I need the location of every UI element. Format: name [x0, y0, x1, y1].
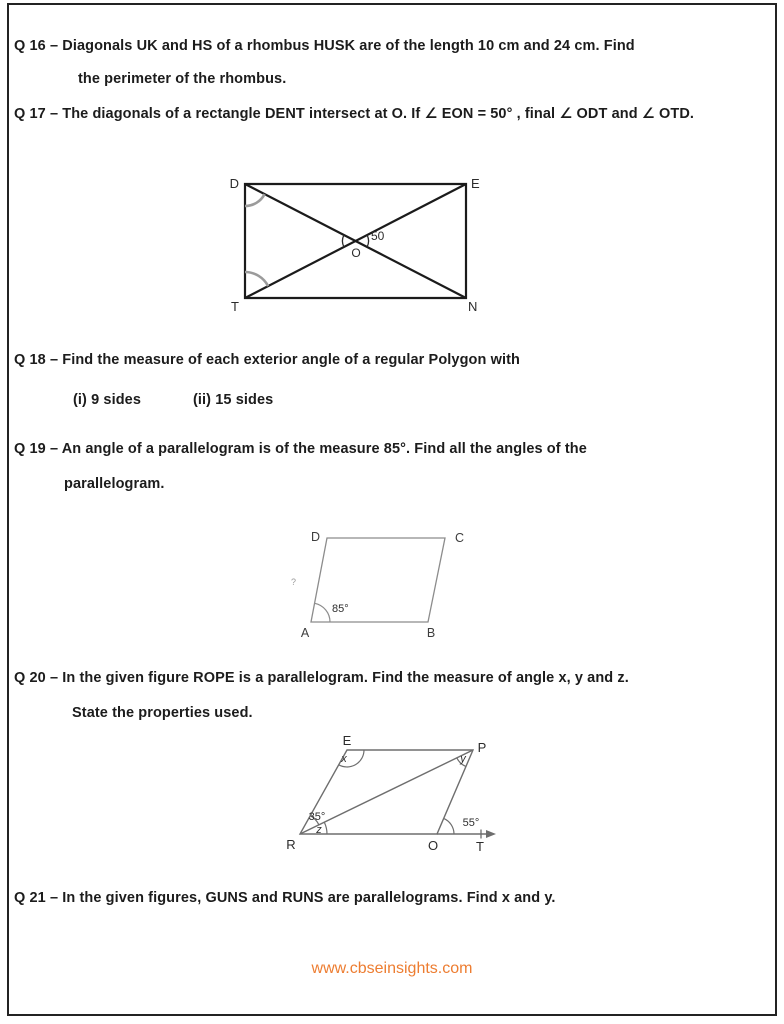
question-21-line1: Q 21 – In the given figures, GUNS and RUNS are parallelograms. Find x and y.: [14, 890, 556, 906]
angle-arc-o-55: [444, 818, 454, 834]
question-18-item-ii: (ii) 15 sides: [193, 392, 274, 408]
figure-parallelogram-abcd: [283, 515, 518, 645]
vertex-label-d: D: [310, 530, 320, 544]
vertex-label-t: T: [231, 299, 239, 314]
question-18-item-i: (i) 9 sides: [73, 392, 141, 408]
vertex-label-c: C: [455, 531, 465, 545]
angle-label-x: x: [341, 753, 347, 765]
angle-label-55: 55°: [462, 817, 480, 829]
angle-arc-o-left: [342, 235, 343, 247]
vertex-label-e: E: [471, 176, 480, 191]
vertex-label-a: A: [300, 626, 310, 640]
scan-artifact-mark: ?: [291, 577, 297, 587]
question-19-line2: parallelogram.: [64, 476, 165, 492]
angle-label-z: z: [316, 824, 322, 836]
angle-label-85: 85°: [332, 603, 349, 615]
question-16-line1: Q 16 – Diagonals UK and HS of a rhombus HUSK are of the length 10 cm and 24 cm. Find: [14, 38, 635, 54]
question-19-line1: Q 19 – An angle of a parallelogram is of the measure 85°. Find all the angles of the: [14, 441, 587, 457]
angle-label-y: y: [460, 753, 466, 765]
question-18-line1: Q 18 – Find the measure of each exterior angle of a regular Polygon with: [14, 352, 520, 368]
figure-rectangle-dent: [225, 168, 490, 318]
angle-label-35: 35°: [308, 811, 326, 823]
footer-website-link: [7, 960, 777, 978]
diagonal-rp: [300, 750, 473, 834]
question-17-line1: Q 17 – The diagonals of a rectangle DENT intersect at O. If ∠ EON = 50° , final ∠ ODT and ∠ OTD.: [14, 106, 695, 122]
angle-arc-t: [245, 272, 268, 286]
page-border-frame: [7, 3, 777, 1016]
vertex-label-b: B: [426, 626, 436, 640]
angle-arc-a: [315, 603, 330, 622]
footer-link-text: www.cbseinsights.com: [311, 960, 473, 977]
angle-label-50: 50: [371, 229, 385, 243]
angle-arc-o-right: [367, 235, 368, 247]
angle-arc-d: [245, 194, 265, 206]
angle-arc-r-z: [324, 822, 327, 834]
vertex-label-o: O: [427, 838, 439, 853]
question-16-line2: the perimeter of the rhombus.: [78, 71, 287, 87]
question-20-line2: State the properties used.: [72, 705, 253, 721]
vertex-label-o: O: [351, 246, 361, 260]
vertex-label-e: E: [342, 733, 352, 748]
ray-arrowhead-icon: [486, 830, 496, 838]
figure-parallelogram-rope: [273, 733, 528, 858]
vertex-label-n: N: [468, 299, 478, 314]
question-20-line1: Q 20 – In the given figure ROPE is a parallelogram. Find the measure of angle x, y and z.: [14, 670, 629, 686]
vertex-label-d: D: [229, 176, 239, 191]
vertex-label-t: T: [476, 839, 484, 854]
vertex-label-p: P: [477, 740, 487, 755]
vertex-label-r: R: [286, 837, 296, 852]
